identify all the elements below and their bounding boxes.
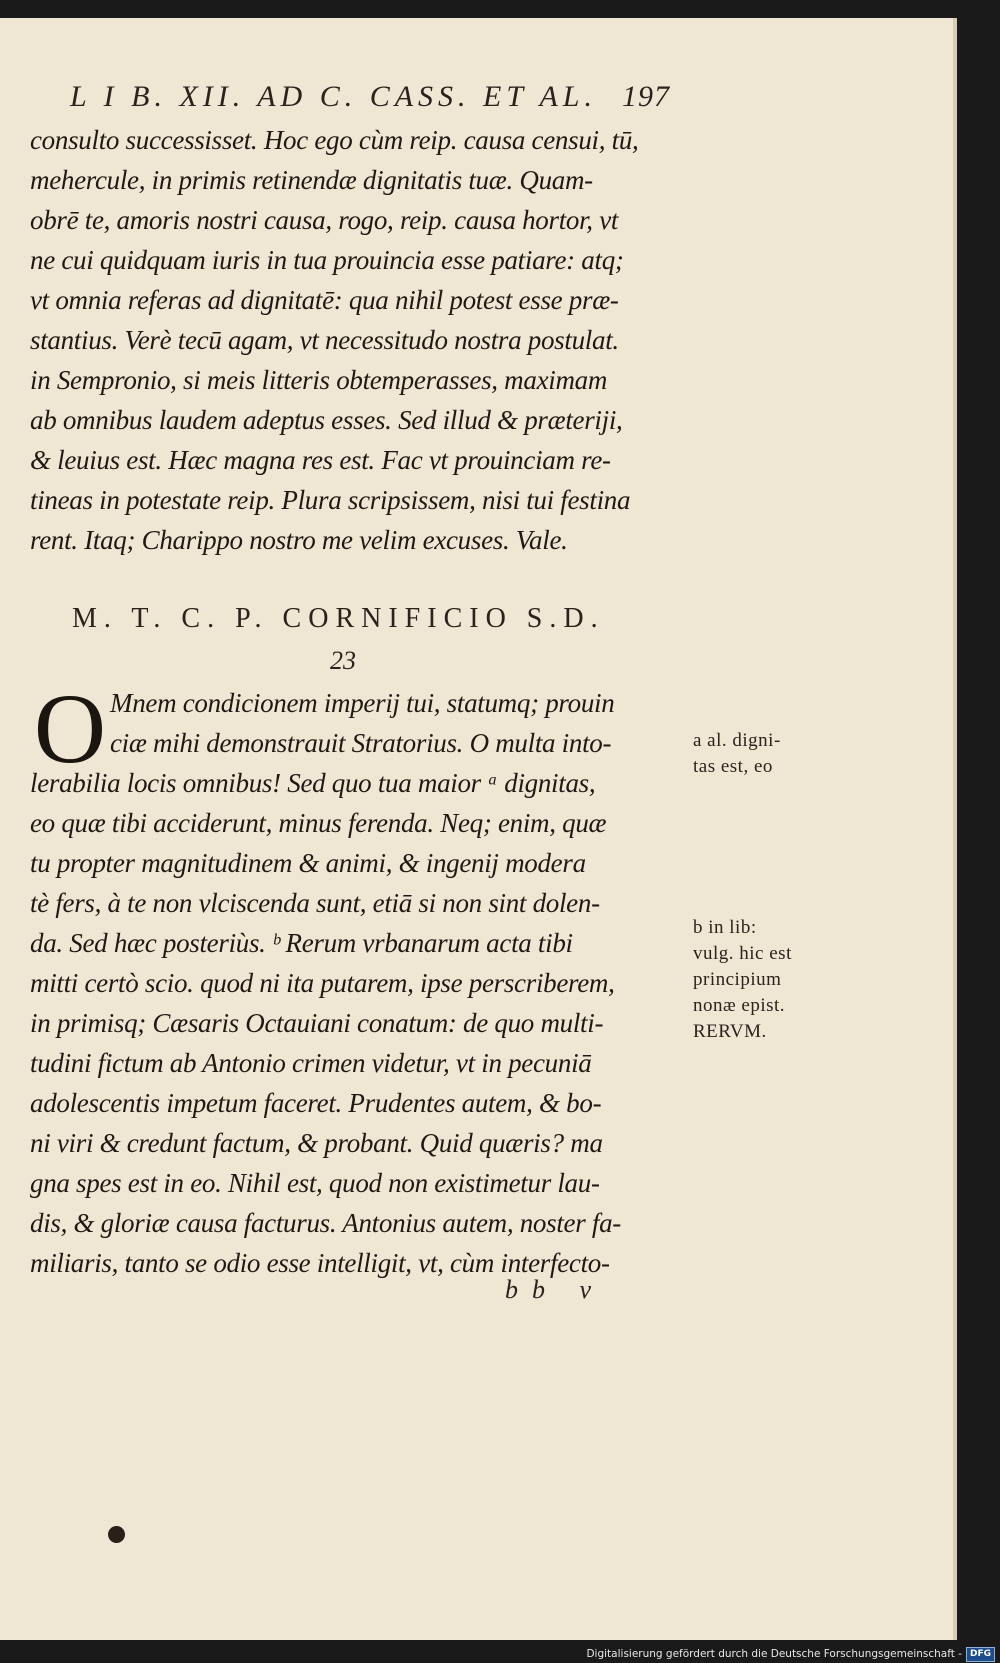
text-line: eo quæ tibi acciderunt, minus ferenda. Neq; enim, quæ (30, 808, 607, 838)
text-line: lerabilia locis omnibus! Sed quo tua maior ᵃ dignitas, (30, 768, 596, 798)
page-number: 197 (622, 80, 670, 113)
text-line: da. Sed hæc posteriùs. ᵇ Rerum vrbanarum acta tibi (30, 928, 573, 958)
marginal-note-b (693, 915, 843, 1045)
text-line: ni viri & credunt factum, & probant. Quid quæris? ma (30, 1128, 603, 1158)
text-line: tè fers, à te non vlciscenda sunt, etiā si non sint dolen- (30, 888, 600, 918)
text-line: Mnem condicionem imperij tui, statumq; prouin (110, 688, 615, 718)
marginal-line: RERVM. (693, 1021, 767, 1042)
text-line: consulto successisset. Hoc ego cùm reip. causa censui, tū, (30, 125, 639, 155)
marginal-note-a (693, 728, 843, 780)
catchword-signature: bb v (505, 1275, 606, 1304)
text-line: in primisq; Cæsaris Octauiani conatum: de quo multi- (30, 1008, 604, 1038)
text-line: ab omnibus laudem adeptus esses. Sed illud & præteriji, (30, 405, 623, 435)
marginal-line: nonæ epist. (693, 995, 786, 1016)
text-line: stantius. Verè tecū agam, vt necessitudo nostra postulat. (30, 325, 619, 355)
letter-number: 23 (330, 646, 356, 675)
text-line: adolescentis impetum faceret. Prudentes autem, & bo- (30, 1088, 602, 1118)
text-line: dis, & gloriæ causa facturus. Antonius autem, noster fa- (30, 1208, 621, 1238)
digitization-footer (586, 1646, 995, 1662)
marginal-line: vulg. hic est (693, 943, 792, 964)
text-line: vt omnia referas ad dignitatē: qua nihil potest esse præ- (30, 285, 619, 315)
letter-heading: M. T. C. P. CORNIFICIO S.D. (72, 603, 605, 634)
ink-stain (108, 1526, 125, 1543)
text-line: miliaris, tanto se odio esse intelligit, vt, cùm interfecto- (30, 1248, 610, 1278)
text-line: tineas in potestate reip. Plura scripsissem, nisi tui festina (30, 485, 631, 515)
text-line: obrē te, amoris nostri causa, rogo, reip. causa hortor, vt (30, 205, 619, 235)
letter-body (30, 673, 685, 1283)
marginal-line: principium (693, 969, 782, 990)
text-line: ne cui quidquam iuris in tua prouincia esse patiare: atq; (30, 245, 624, 275)
marginal-line: tas est, eo (693, 756, 773, 777)
running-head-title: L I B. XII. AD C. CASS. ET AL. (70, 80, 597, 113)
marginal-line: b in lib: (693, 917, 757, 938)
text-line: & leuius est. Hæc magna res est. Fac vt prouinciam re- (30, 445, 611, 475)
dfg-logo[interactable]: DFG (966, 1647, 995, 1662)
text-line: mehercule, in primis retinendæ dignitatis tuæ. Quam- (30, 165, 593, 195)
text-line: tu propter magnitudinem & animi, & ingenij modera (30, 848, 586, 878)
running-head (70, 80, 670, 120)
text-line: mitti certò scio. quod ni ita putarem, ipse perscriberem, (30, 968, 615, 998)
funding-credit: Digitalisierung gefördert durch die Deutsche Forschungsgemeinschaft - (586, 1648, 962, 1660)
marginal-line: a al. digni- (693, 730, 781, 751)
book-page (0, 18, 957, 1640)
text-line: ciæ mihi demonstrauit Stratorius. O multa into- (110, 728, 612, 758)
continuation-text (30, 120, 685, 560)
drop-cap-initial: O (33, 673, 107, 784)
text-line: rent. Itaq; Charippo nostro me velim excuses. Vale. (30, 525, 568, 555)
text-line: in Sempronio, si meis litteris obtemperasses, maximam (30, 365, 608, 395)
text-line: tudini fictum ab Antonio crimen videtur, vt in pecuniā (30, 1048, 592, 1078)
text-line: gna spes est in eo. Nihil est, quod non existimetur lau- (30, 1168, 600, 1198)
